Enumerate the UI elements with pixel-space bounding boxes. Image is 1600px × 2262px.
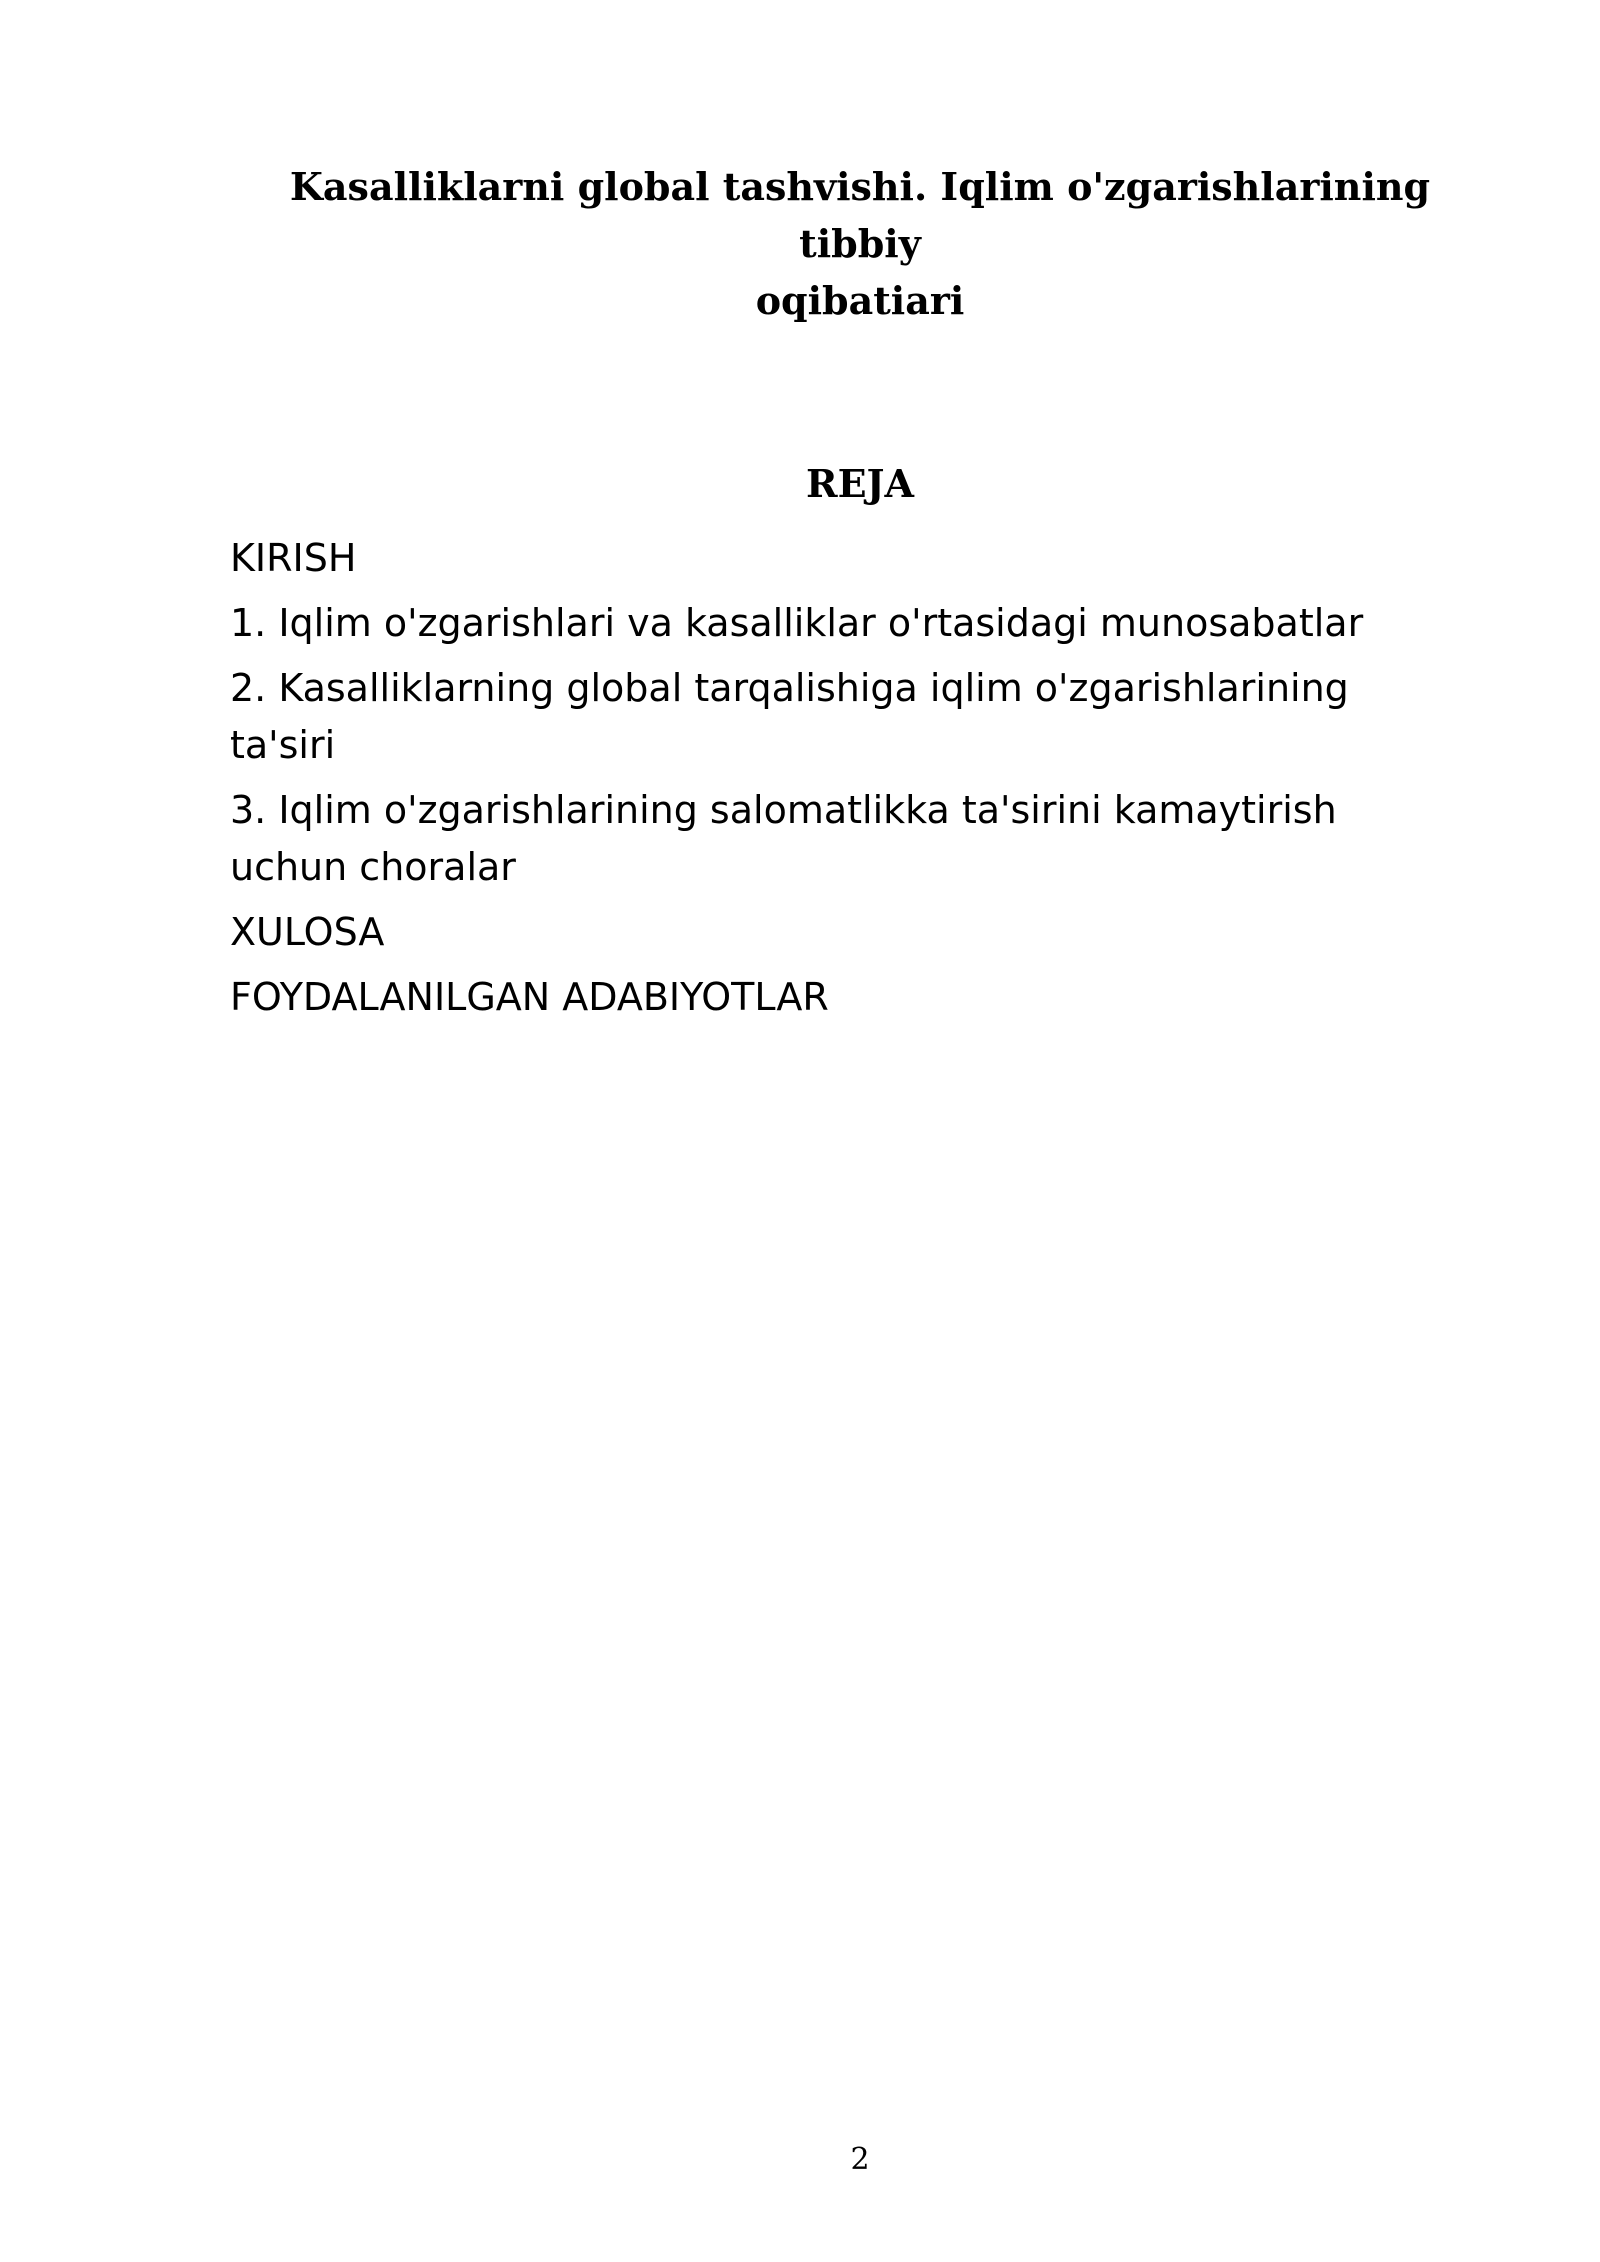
plan-item-1: 1. Iqlim o'zgarishlari va kasalliklar o'rtasidagi munosabatlar — [230, 601, 1364, 645]
plan-item-3: 3. Iqlim o'zgarishlarining salomatlikka ta'sirini kamaytirish uchun choralar — [230, 788, 1337, 889]
plan-heading: REJA — [805, 461, 914, 506]
document-title — [230, 158, 1490, 329]
title-line-3: oqibatiari — [755, 278, 965, 323]
plan-list — [230, 530, 1430, 1034]
plan-item-introduction: KIRISH — [230, 536, 357, 580]
title-line-1: Kasalliklarni global tashvishi. Iqlim o'zgarishlarining — [289, 164, 1431, 209]
title-line-2: tibbiy — [799, 221, 921, 266]
plan-item-references: FOYDALANILGAN ADABIYOTLAR — [230, 975, 829, 1019]
page-number: 2 — [850, 2142, 870, 2177]
plan-item-2: 2. Kasalliklarning global tarqalishiga iqlim o'zgarishlarining ta'siri — [230, 666, 1349, 767]
plan-item-conclusion: XULOSA — [230, 910, 385, 954]
